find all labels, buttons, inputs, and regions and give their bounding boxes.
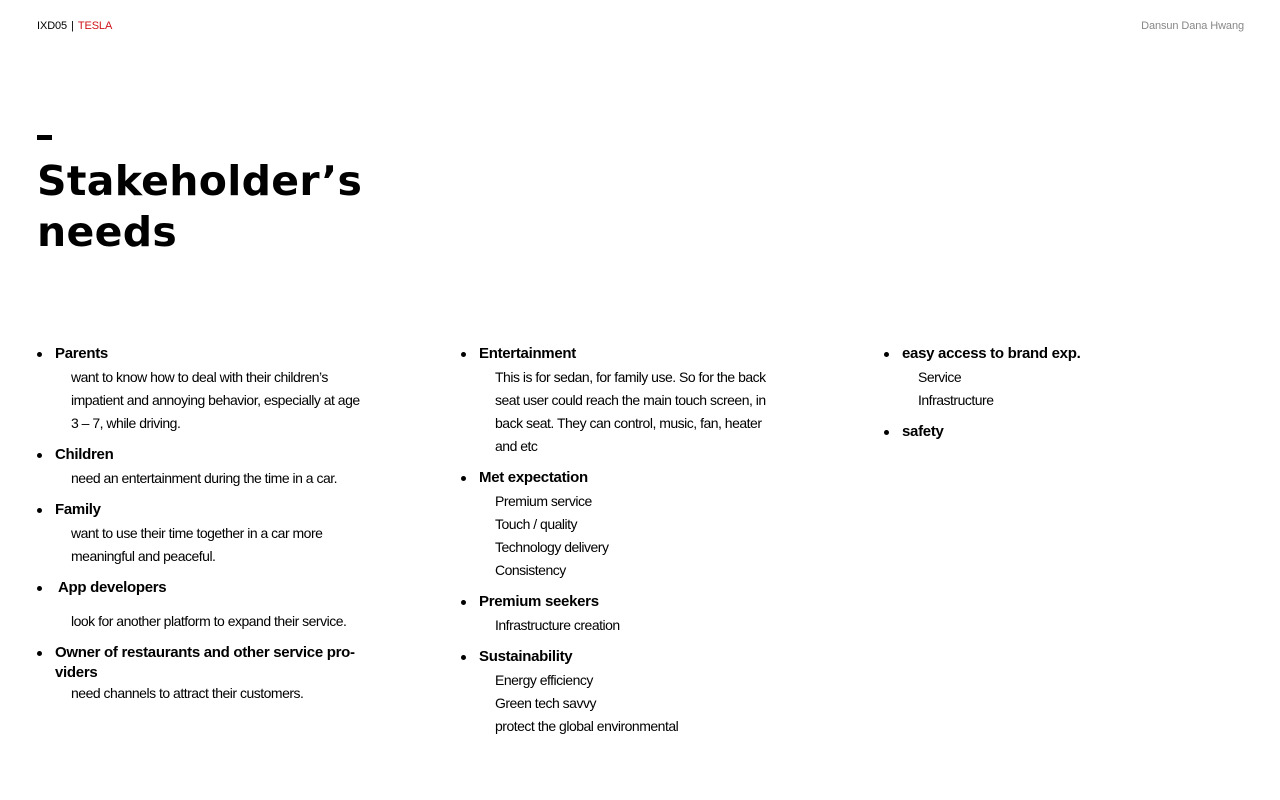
author-name: Dansun Dana Hwang [1141, 20, 1244, 32]
description-line: Premium service [495, 493, 592, 509]
description-line: Green tech savvy [495, 695, 596, 711]
description-line: seat user could reach the main touch screen, in [495, 392, 766, 408]
description-line: want to use their time together in a car more [71, 525, 323, 541]
stakeholder-column-3 [884, 344, 1204, 452]
list-item-family [37, 500, 377, 568]
item-heading: safety [902, 423, 944, 440]
item-heading: Entertainment [479, 345, 576, 362]
bullet-icon [461, 655, 466, 660]
description-line: Energy efficiency [495, 672, 593, 688]
description-line: look for another platform to expand their service. [71, 613, 347, 629]
description-line: Touch / quality [495, 516, 577, 532]
item-heading: Parents [55, 345, 108, 362]
item-heading: easy access to brand exp. [902, 345, 1081, 362]
description-line: Consistency [495, 562, 566, 578]
description-line: This is for sedan, for family use. So for the back [495, 369, 766, 385]
page-title [37, 156, 362, 258]
bullet-icon [461, 476, 466, 481]
item-heading: Met expectation [479, 469, 588, 486]
course-code: IXD05 [37, 20, 68, 32]
description-line: and etc [495, 438, 538, 454]
item-heading: Children [55, 446, 114, 463]
list-item-premium-seekers [461, 592, 781, 637]
description-line: Infrastructure [918, 392, 994, 408]
description-line: meaningful and peaceful. [71, 548, 216, 564]
bullet-icon [37, 352, 42, 357]
item-description [461, 490, 781, 582]
list-item-entertainment [461, 344, 781, 458]
item-heading-continued: viders [55, 664, 98, 681]
description-line: need an entertainment during the time in a car. [71, 470, 338, 486]
item-description [37, 366, 377, 435]
description-line: Service [918, 369, 962, 385]
description-line: protect the global environmental [495, 718, 679, 734]
stakeholder-column-2 [461, 344, 781, 748]
description-line: need channels to attract their customers. [71, 685, 304, 701]
list-item-safety [884, 422, 1204, 442]
item-description [461, 614, 781, 637]
bullet-icon [37, 586, 42, 591]
item-description [461, 366, 781, 458]
list-item-parents [37, 344, 377, 435]
item-heading: Owner of restaurants and other service pro- [55, 644, 355, 661]
description-line: Technology delivery [495, 539, 609, 555]
description-line: 3 – 7, while driving. [71, 415, 181, 431]
item-description [37, 522, 377, 568]
item-description [884, 366, 1204, 412]
bullet-icon [884, 430, 889, 435]
description-line: back seat. They can control, music, fan, heater [495, 415, 762, 431]
item-description [37, 467, 377, 490]
list-item-children [37, 445, 377, 490]
item-heading: Family [55, 501, 101, 518]
header-course-label [37, 20, 112, 32]
title-dash [37, 135, 52, 140]
title-block [37, 113, 362, 258]
list-item-service-owners [37, 643, 377, 705]
bullet-icon [884, 352, 889, 357]
list-item-app-developers [37, 578, 377, 633]
brand-name: TESLA [77, 20, 113, 32]
list-item-brand-access [884, 344, 1204, 412]
header-separator: | [71, 20, 74, 32]
item-heading: App developers [58, 579, 167, 596]
description-line: Infrastructure creation [495, 617, 620, 633]
bullet-icon [461, 600, 466, 605]
item-heading: Sustainability [479, 648, 573, 665]
bullet-icon [37, 508, 42, 513]
item-heading: Premium seekers [479, 593, 599, 610]
description-line: want to know how to deal with their children’s [71, 369, 328, 385]
bullet-icon [37, 453, 42, 458]
item-description [461, 669, 781, 738]
bullet-icon [461, 352, 466, 357]
list-item-sustainability [461, 647, 781, 738]
title-line-2: needs [37, 208, 178, 256]
stakeholder-column-1 [37, 344, 377, 715]
list-item-met-expectation [461, 468, 781, 582]
title-line-1: Stakeholder’s [37, 157, 363, 205]
item-description [37, 610, 377, 633]
description-line: impatient and annoying behavior, especially at age [71, 392, 360, 408]
